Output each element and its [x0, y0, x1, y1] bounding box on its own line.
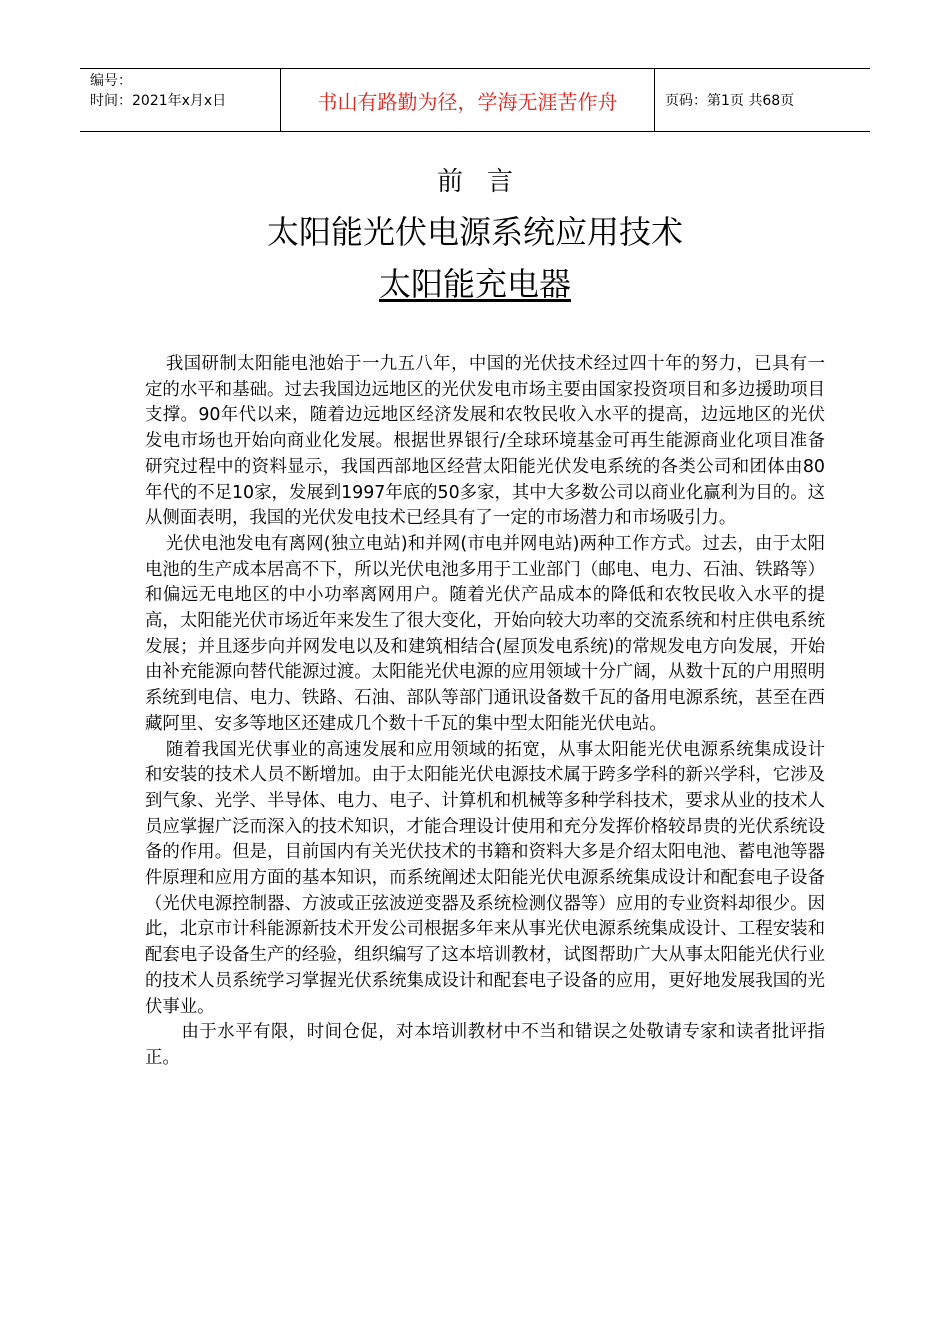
document-date: 时间：2021年x月x日 [90, 93, 227, 109]
header-meta [80, 69, 280, 131]
page-header [80, 68, 870, 132]
paragraph-4: 由于水平有限，时间仓促，对本培训教材中不当和错误之处敬请专家和读者批评指正。 [145, 1022, 825, 1068]
header-page-info: 页码：第1页 共68页 [665, 93, 795, 109]
paragraph-1: 我国研制太阳能电池始于一九五八年，中国的光伏技术经过四十年的努力，已具有一定的水平和基础。过去我国边远地区的光伏发电市场主要由国家投资项目和多边援助项目支撑。90年代以来，随着边远地区经济发展和农牧民收入水平的提高，边远地区的光伏发电市场也开始向商业化发展。根据世界银行/全球环境基金可再生能源商业化项目准备研究过程中的资料显示，我国西部地区经营太阳能光伏发电系统的各类公司和团体由80年代的不足10家，发展到1997年底的50多家，其中大多数公司以商业化赢利为目的。这从侧面表明，我国的光伏发电技术已经具有了一定的市场潜力和市场吸引力。 [145, 354, 825, 529]
paragraph-2: 光伏电池发电有离网(独立电站)和并网(市电并网电站)两种工作方式。过去，由于太阳电池的生产成本居高不下，所以光伏电池多用于工业部门（邮电、电力、石油、铁路等）和偏远无电地区的中小功率离网用户。随着光伏产品成本的降低和农牧民收入水平的提高，太阳能光伏市场近年来发生了很大变化，开始向较大功率的交流系统和村庄供电系统发展；并且逐步向并网发电以及和建筑相结合(屋顶发电系统)的常规发电方向发展，开始由补充能源向替代能源过渡。太阳能光伏电源的应用领域十分广阔，从数十瓦的户用照明系统到电信、电力、铁路、石油、部队等部门通讯设备数千瓦的备用电源系统，甚至在西藏阿里、安多等地区还建成几个数十千瓦的集中型太阳能光伏电站。 [145, 533, 825, 734]
preface-heading: 前言 [436, 167, 537, 197]
document-subtitle-text: 太阳能充电器 [378, 265, 571, 303]
preface-body [145, 352, 825, 1072]
document-subtitle [0, 262, 950, 306]
paragraph-3: 随着我国光伏事业的高速发展和应用领域的拓宽，从事太阳能光伏电源系统集成设计和安装的技术人员不断增加。由于太阳能光伏电源技术属于跨多学科的新兴学科，它涉及到气象、光学、半导体、电力、电子、计算机和机械等多种学科技术，要求从业的技术人员应掌握广泛而深入的技术知识，才能合理设计使用和充分发挥价格较昂贵的光伏系统设备的作用。但是，目前国内有关光伏技术的书籍和资料大多是介绍太阳电池、蓄电池等器件原理和应用方面的基本知识，而系统阐述太阳能光伏电源系统集成设计和配套电子设备（光伏电源控制器、方波或正弦波逆变器及系统检测仪器等）应用的专业资料却很少。因此，北京市计科能源新技术开发公司根据多年来从事光伏电源系统集成设计、工程安装和配套电子设备生产的经验，组织编写了这本培训教材，试图帮助广大从事太阳能光伏行业的技术人员系统学习掌握光伏系统集成设计和配套电子设备的应用，更好地发展我国的光伏事业。 [145, 739, 825, 1017]
document-title: 太阳能光伏电源系统应用技术 [266, 213, 683, 251]
header-motto: 书山有路勤为径，学海无涯苦作舟 [280, 69, 655, 131]
document-number-label: 编号： [90, 73, 132, 89]
